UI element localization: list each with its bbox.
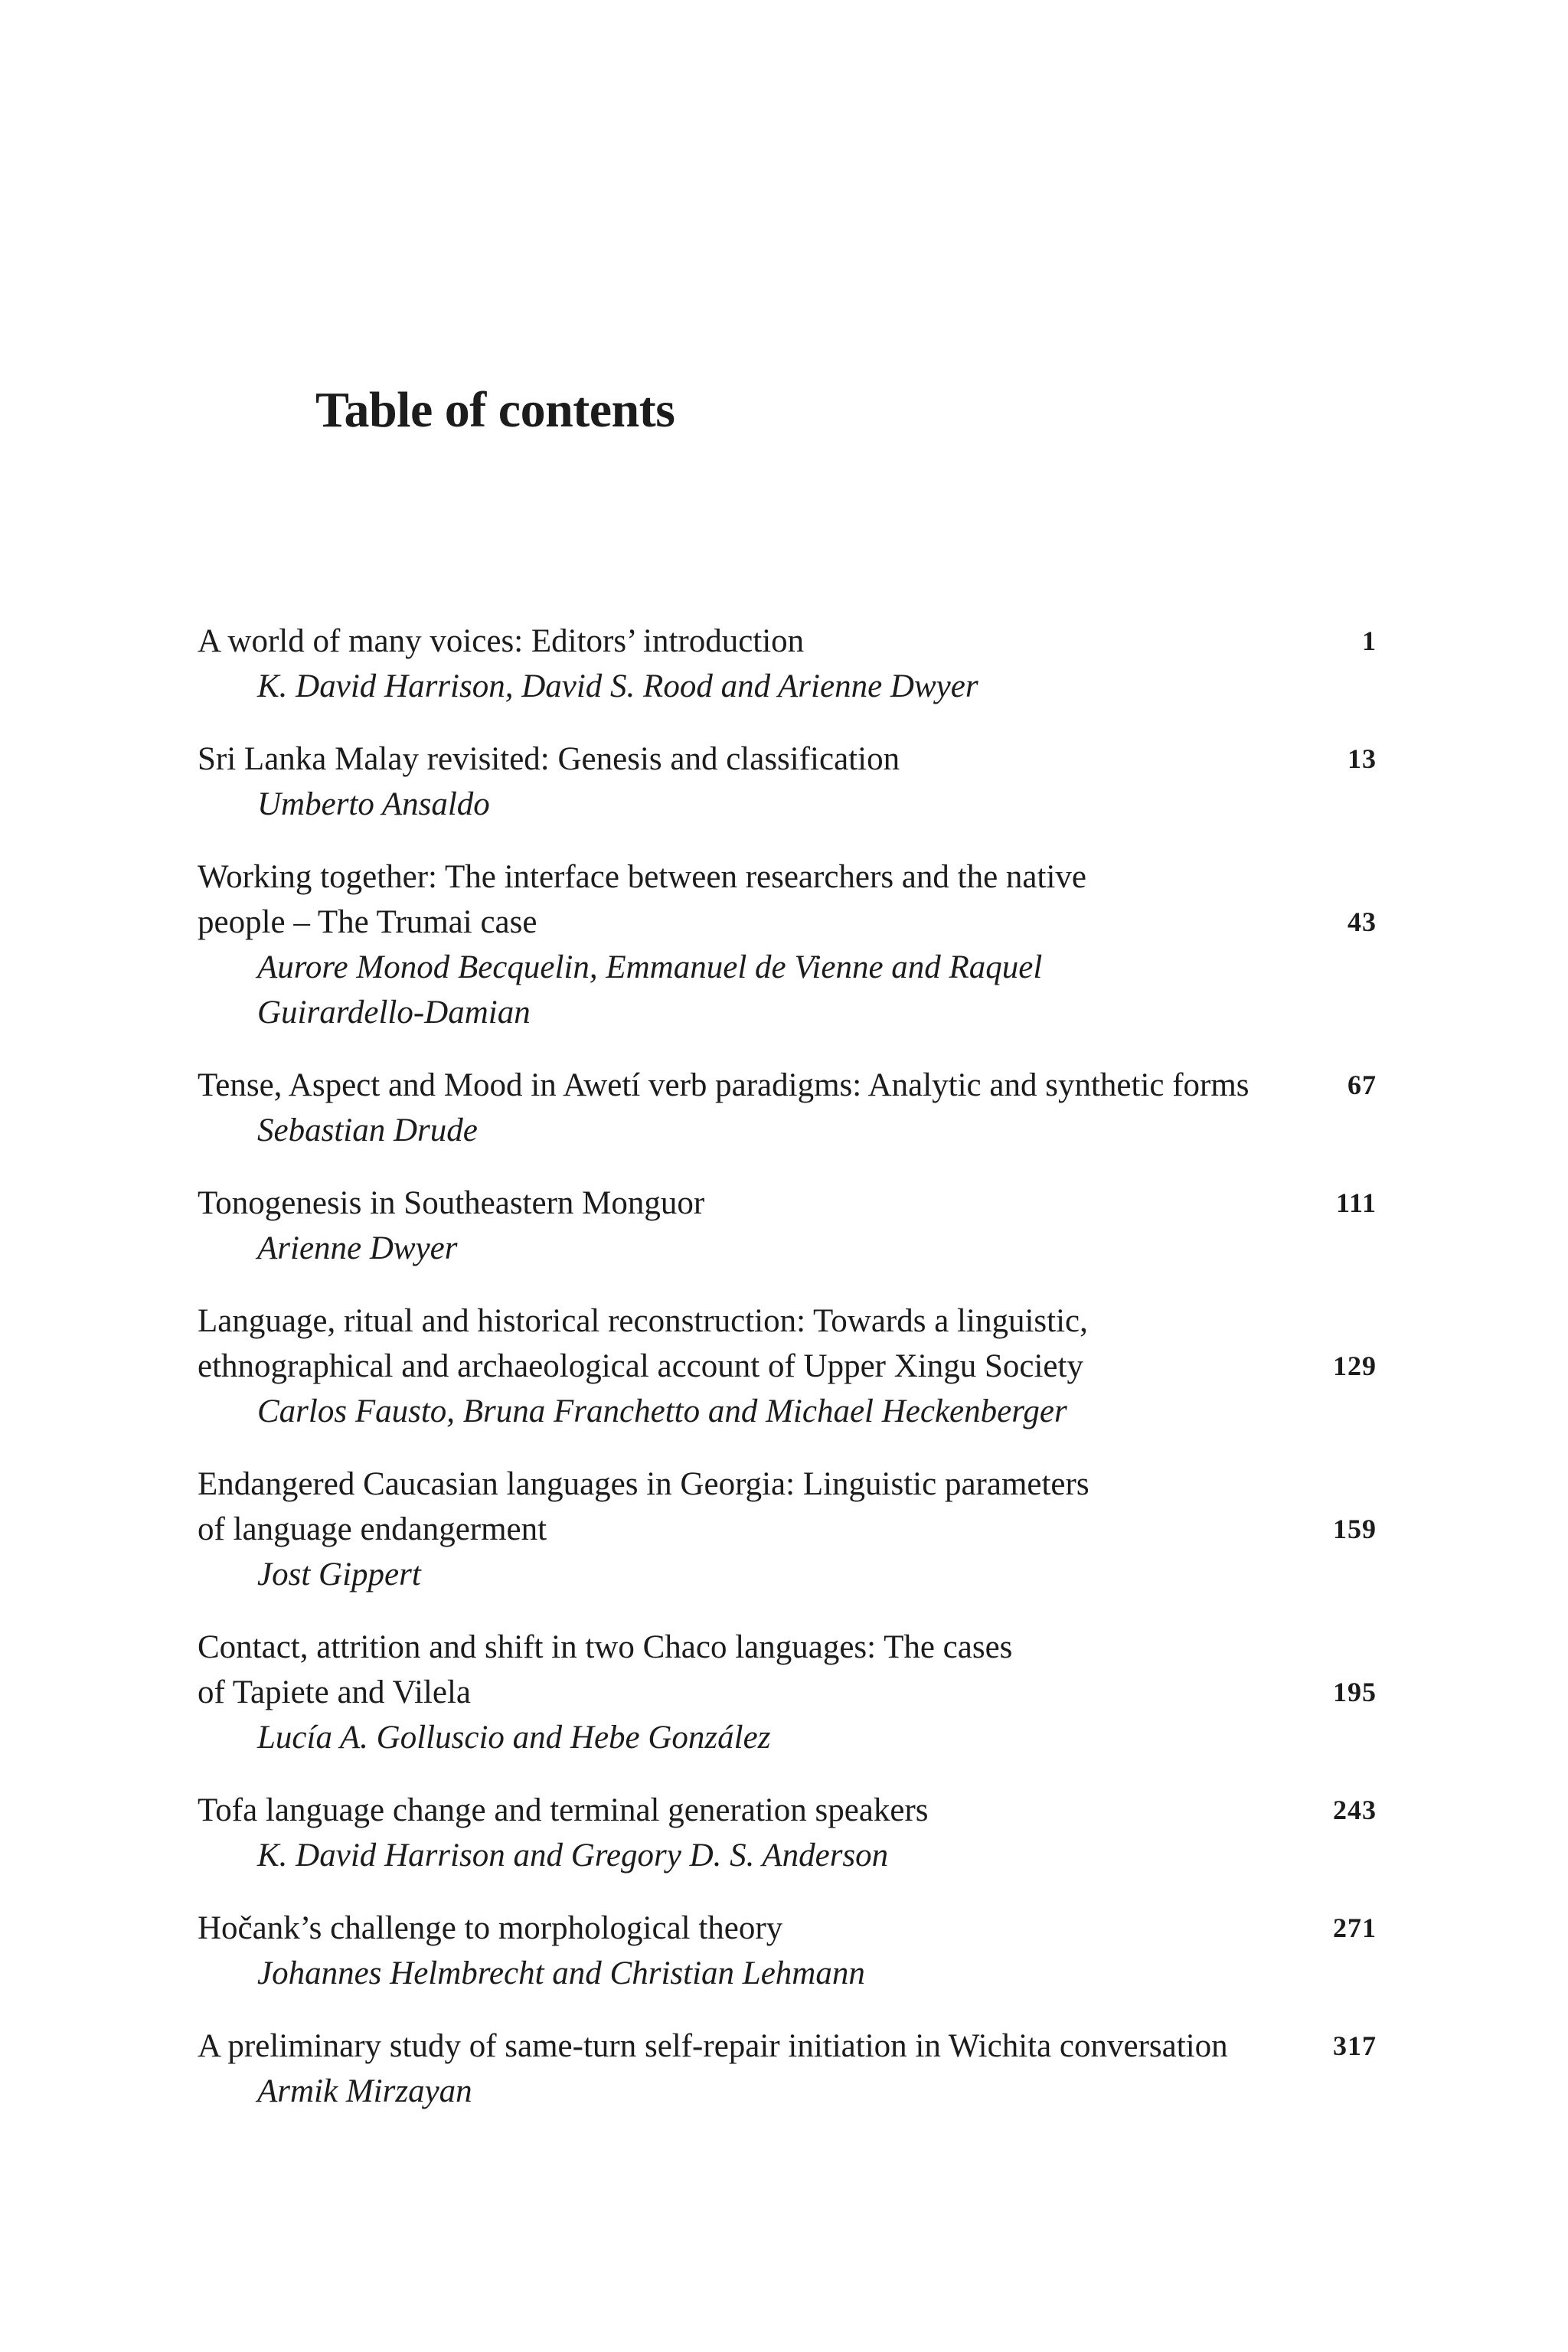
entry-page-number: 111 [1335, 1187, 1377, 1218]
entry-title-line: of language endangerment [198, 1511, 547, 1547]
entry-authors-line: Aurore Monod Becquelin, Emmanuel de Vienne and Raquel [257, 949, 1043, 985]
entry-authors-line: K. David Harrison and Gregory D. S. Anderson [257, 1838, 889, 1873]
toc-entry [198, 854, 1377, 1035]
entry-title-line: A preliminary study of same-turn self-repair initiation in Wichita conversation [198, 2028, 1228, 2064]
page-title: Table of contents [315, 382, 675, 438]
entry-title-line: Tofa language change and terminal generation speakers [198, 1792, 929, 1828]
entry-title [198, 1298, 1377, 1389]
entry-page-number: 195 [1333, 1677, 1377, 1707]
toc-entry [198, 1625, 1377, 1760]
entry-title-line: Working together: The interface between researchers and the native [198, 859, 1086, 895]
toc-entry [198, 1298, 1377, 1434]
entry-title [198, 2024, 1377, 2069]
entry-title-line: of Tapiete and Vilela [198, 1674, 471, 1710]
entry-title-line: Contact, attrition and shift in two Chaco languages: The cases [198, 1629, 1013, 1665]
toc-entry [198, 2024, 1377, 2114]
entry-authors [198, 945, 1377, 1035]
entry-page-number: 317 [1333, 2030, 1377, 2061]
entry-title [198, 619, 1377, 664]
entry-title [198, 854, 1377, 945]
entry-title-line: Hočank’s challenge to morphological theory [198, 1910, 783, 1946]
toc-entry [198, 1181, 1377, 1271]
entry-authors-line: Armik Mirzayan [257, 2073, 472, 2109]
entry-title [198, 737, 1377, 782]
entry-authors-line: Guirardello-Damian [257, 995, 531, 1031]
entry-page-number: 67 [1348, 1070, 1377, 1100]
entry-authors-line: K. David Harrison, David S. Rood and Arienne Dwyer [257, 668, 978, 704]
toc-entry [198, 1063, 1377, 1153]
entry-title-line: Tonogenesis in Southeastern Monguor [198, 1185, 705, 1221]
entry-authors [198, 1389, 1377, 1434]
entry-authors-line: Arienne Dwyer [257, 1230, 458, 1266]
entry-title-line: Sri Lanka Malay revisited: Genesis and classification [198, 741, 900, 777]
entry-title-line: Language, ritual and historical reconstruction: Towards a linguistic, [198, 1303, 1088, 1339]
entry-authors [198, 1715, 1377, 1760]
entry-title-line: Endangered Caucasian languages in Georgia: Linguistic parameters [198, 1466, 1089, 1502]
entry-title-line: A world of many voices: Editors’ introduction [198, 623, 805, 659]
entry-authors-line: Jost Gippert [257, 1557, 421, 1592]
entry-title [198, 1625, 1377, 1715]
entry-authors [198, 1833, 1377, 1878]
entry-authors [198, 2069, 1377, 2114]
entry-page-number: 1 [1362, 626, 1377, 656]
toc-entry [198, 619, 1377, 709]
entry-title [198, 1788, 1377, 1833]
entry-authors [198, 1108, 1377, 1153]
entry-authors-line: Carlos Fausto, Bruna Franchetto and Michael Heckenberger [257, 1393, 1067, 1429]
entry-page-number: 43 [1348, 906, 1377, 937]
toc-list [198, 619, 1377, 2114]
entry-authors [198, 664, 1377, 709]
entry-page-number: 271 [1333, 1913, 1377, 1943]
entry-title-line: people – The Trumai case [198, 904, 537, 940]
toc-entry [198, 1906, 1377, 1996]
entry-authors [198, 1226, 1377, 1271]
entry-title [198, 1181, 1377, 1226]
entry-page-number: 129 [1333, 1351, 1377, 1381]
entry-page-number: 243 [1333, 1795, 1377, 1825]
entry-authors [198, 782, 1377, 827]
entry-authors [198, 1552, 1377, 1597]
entry-title [198, 1063, 1377, 1108]
entry-authors-line: Sebastian Drude [257, 1112, 478, 1148]
toc-entry [198, 1788, 1377, 1878]
toc-entry [198, 1462, 1377, 1597]
entry-authors [198, 1951, 1377, 1996]
entry-page-number: 159 [1333, 1514, 1377, 1544]
entry-title-line: ethnographical and archaeological account of Upper Xingu Society [198, 1348, 1083, 1384]
entry-authors-line: Umberto Ansaldo [257, 786, 490, 822]
entry-title [198, 1462, 1377, 1552]
toc-entry [198, 737, 1377, 827]
entry-page-number: 13 [1348, 743, 1377, 774]
entry-authors-line: Lucía A. Golluscio and Hebe González [257, 1720, 771, 1756]
entry-title [198, 1906, 1377, 1951]
entry-title-line: Tense, Aspect and Mood in Awetí verb paradigms: Analytic and synthetic forms [198, 1067, 1250, 1103]
entry-authors-line: Johannes Helmbrecht and Christian Lehmann [257, 1955, 865, 1991]
